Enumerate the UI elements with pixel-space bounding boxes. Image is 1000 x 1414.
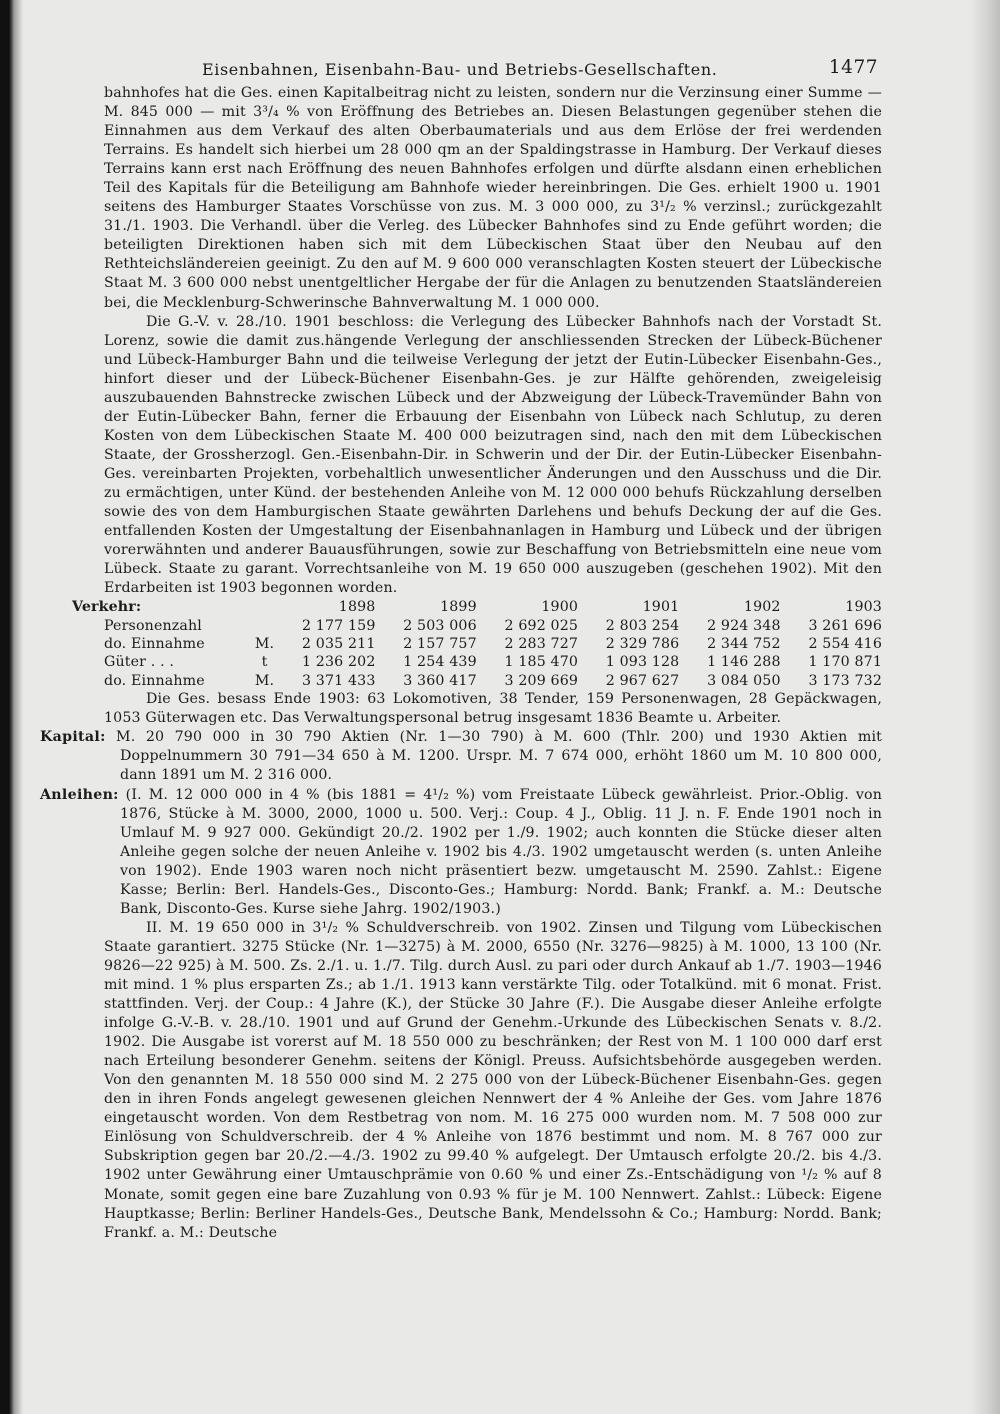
table-cell: 2 157 757 — [403, 636, 477, 653]
row-label: Personenzahl — [104, 617, 202, 634]
table-cell: 2 283 727 — [504, 636, 579, 653]
table-cell: 3 261 696 — [808, 617, 882, 634]
table-cell: 2 924 348 — [707, 617, 781, 634]
year-header: 1899 — [440, 599, 477, 616]
row-label: do. Einnahme — [104, 636, 205, 653]
table-cell: 2 692 025 — [504, 617, 579, 634]
table-cell: 2 035 211 — [301, 636, 376, 653]
year-header: 1902 — [743, 599, 781, 616]
scan-binding-edge — [0, 0, 24, 1414]
page-body — [40, 57, 882, 1243]
kapital-text: M. 20 790 000 in 30 790 Aktien (Nr. 1—30 790) à M. 600 (Thlr. 200) und 1930 Aktien mit Doppelnummern 30 791—34 650 à M. 1200. Urspr. M. 7 674 000, erhöht 1860 um M. 10 800 000, dann 1891 um M. 2 316 000. — [116, 729, 882, 784]
paragraph-bahnhof: bahnhofes hat die Ges. einen Kapitalbeitrag nicht zu leisten, sondern nur die Verzinsung einer Summe — M. 845 000 — mit 3³/₄ % von Eröffnung des Betriebes an. Diesen Belastungen gegenüber stehen die Einnahmen aus dem Verkauf des alten Oberbaumaterials und aus dem Erlöse der frei werdenden Terrains. Es handelt sich hierbei um 28 000 qm an der Spaldingstrasse in Hamburg. Der Verkauf dieses Terrains kann erst nach Eröffnung des neuen Bahnhofes erfolgen und dürfte alsdann einen erheblichen Teil des Kapitals für die Beteiligung am Bahnhofe wieder hereinbringen. Die Ges. erhielt 1900 u. 1901 seitens des Hamburger Staates Vorschüsse von zus. M. 3 000 000, zu 3¹/₂ % verzinsl.; zurückgezahlt 31./1. 1903. Die Verhandl. über die Verleg. des Lübecker Bahnhofes sind zu Ende geführt worden; die beteiligten Direktionen haben sich mit dem Lübeckischen Staat über den Neubau auf den Rethteichsländereien geeinigt. Zu den auf M. 9 600 000 veranschlagten Kosten steuert der Lübeckische Staat M. 3 600 000 nebst unentgeltlicher Hergabe der für die Anlagen zu benutzenden Staatsländereien bei, die Mecklenburg-Schwerinsche Bahnverwaltung M. 1 000 000. — [104, 85, 882, 311]
row-unit — [255, 617, 274, 635]
running-title: Eisenbahnen, Eisenbahn-Bau- und Betriebs-Gesellschaften. — [202, 60, 718, 79]
anleihen-text: (I. M. 12 000 000 in 4 % (bis 1881 = 4¹/₂ %) vom Freistaate Lübeck gewährleist. Prior.-Oblig. von 1876, Stücke à M. 3000, 2000, 1000 u. 500. Verj.: Coup. 4 J., Oblig. 11 J. n. F. Ende 1901 noch in Umlauf M. 9 927 000. Gekündigt 20./2. 1902 per 1./9. 1902; auch konnten die Stücke dieser alten Anleihe gegen solche der neuen Anleihe v. 1902 bis 4./3. 1902 umgetauscht werden (s. unten Anleihe von 1902). Ende 1903 waren noch nicht präsentiert bezw. umgetauscht M. 2590. Zahlst.: Eigene Kasse; Berlin: Berl. Handels-Ges., Disconto-Ges.; Hamburg: Nordd. Bank; Frankf. a. M.: Deutsche Bank, Disconto-Ges. Kurse siehe Jahrg. 1902/1903.) — [120, 786, 882, 917]
table-cell: 1 093 128 — [605, 654, 680, 671]
table-cell: 2 554 416 — [808, 636, 882, 653]
table-cell: 1 185 470 — [504, 654, 579, 671]
table-cell: 3 360 417 — [403, 672, 477, 689]
year-header: 1903 — [845, 599, 882, 616]
paragraph-anleihe-1902: II. M. 19 650 000 in 3¹/₂ % Schuldverschreib. von 1902. Zinsen und Tilgung vom Lübeckischen Staate garantiert. 3275 Stücke (Nr. 1—3275) à M. 2000, 6550 (Nr. 3276—9825) à M. 1000, 13 100 (Nr. 9826—22 925) à M. 500. Zs. 2./1. u. 1./7. Tilg. durch Ausl. zu pari oder durch Ankauf ab 1./7. 1903—1946 mit mind. 1 % plus ersparten Zs.; ab 1./1. 1913 kann verstärkte Tilg. oder Totalkünd. mit 6 monat. Frist. stattfinden. Verj. der Coup.: 4 Jahre (K.), der Stücke 30 Jahre (F.). Die Ausgabe dieser Anleihe erfolgte infolge G.-V.-B. v. 28./10. 1901 und auf Grund der Genehm.-Urkunde des Lübeckischen Senats v. 8./2. 1902. Die Ausgabe ist vorerst auf M. 18 550 000 zu beschränken; der Rest von M. 1 100 000 darf erst nach Erteilung besonderer Genehm. seitens der Königl. Preuss. Aufsichtsbehörde ausgegeben werden. Von den genannten M. 18 550 000 sind M. 2 275 000 von der Lübeck-Büchener Eisenbahn-Ges. gegen den in ihren Fonds angelegt gewesenen gleichen Nennwert der 4 % Anleihe der Ges. vom Jahre 1876 eingetauscht worden. Von dem Restbetrag von nom. M. 16 275 000 wurden nom. M. 7 508 000 zur Einlösung von Schuldverschreib. der 4 % Anleihe von 1876 bestimmt und nom. M. 8 767 000 zur Subskription gegen bar 20./2.—4./3. 1902 zu 99.40 % aufgelegt. Der Umtausch erfolgte 20./2. bis 4./3. 1902 unter Gewährung einer Umtauschprämie von 0.60 % und einer Zs.-Entschädigung von ¹/₂ % auf 8 Monate, somit gegen eine bare Zuzahlung von 0.93 % für je M. 100 Nennwert. Zahlst.: Lübeck: Eigene Hauptkasse; Berlin: Berliner Handels-Ges., Deutsche Bank, Mendelssohn & Co.; Hamburg: Nordd. Bank; Frankf. a. M.: Deutsche — [104, 919, 882, 1241]
table-row — [72, 672, 882, 690]
table-cell: 3 371 433 — [301, 672, 376, 689]
table-cell: 2 967 627 — [605, 672, 680, 689]
year-header: 1901 — [642, 599, 680, 616]
page-header — [104, 58, 882, 84]
traffic-table — [72, 598, 882, 690]
row-unit: t — [261, 654, 268, 671]
row-unit: M. — [254, 636, 275, 653]
table-cell: 1 254 439 — [403, 654, 477, 671]
table-row — [72, 635, 882, 653]
table-cell: 2 803 254 — [605, 617, 680, 634]
table-cell: 2 329 786 — [605, 636, 680, 653]
paragraph-fahrzeuge: Die Ges. besass Ende 1903: 63 Lokomotiven, 38 Tender, 159 Personenwagen, 28 Gepäckwagen, 1053 Güterwagen etc. Das Verwaltungspersonal betrug insgesamt 1836 Beamte u. Arbeiter. — [104, 691, 882, 727]
kapital-section — [40, 728, 882, 785]
table-row — [72, 653, 882, 671]
anleihen-section — [40, 786, 882, 919]
year-header: 1898 — [338, 599, 376, 616]
row-label: do. Einnahme — [104, 672, 205, 689]
table-cell: 2 503 006 — [403, 617, 477, 634]
table-row — [72, 617, 882, 635]
scan-right-shadow — [970, 0, 1000, 1414]
traffic-label: Verkehr: — [72, 599, 142, 616]
table-cell: 3 084 050 — [707, 672, 781, 689]
year-header: 1900 — [541, 599, 579, 616]
kapital-label: Kapital: — [40, 729, 106, 746]
anleihen-label: Anleihen: — [40, 786, 119, 803]
row-label: Güter . . . — [104, 654, 175, 671]
page-number: 1477 — [828, 57, 878, 78]
table-cell: 1 170 871 — [808, 654, 882, 671]
table-cell: 2 344 752 — [707, 636, 781, 653]
traffic-header-row — [72, 598, 882, 616]
table-cell: 2 177 159 — [301, 617, 376, 634]
row-unit: M. — [254, 672, 275, 689]
paragraph-gv-beschluss: Die G.-V. v. 28./10. 1901 beschloss: die Verlegung des Lübecker Bahnhofs nach der Vorstadt St. Lorenz, sowie die damit zus.hängende Verlegung der anschliessenden Strecken der Lübeck-Büchener und Lübeck-Hamburger Bahn und die teilweise Verlegung der jetzt der Eutin-Lübecker Eisenbahn-Ges., hinfort dieser und der Lübeck-Büchener Eisenbahn-Ges. je zur Hälfte gehörenden, zweigeleisig auszubauenden Bahnstrecke zwischen Lübeck und der Abzweigung der Lübeck-Travemünder Bahn von der Eutin-Lübecker Bahn, ferner die Erbauung der Eisenbahn von Lübeck nach Schlutup, zu deren Kosten von dem Lübeckischen Staate M. 400 000 beizutragen sind, nach den mit dem Lübeckischen Staate, der Grossherzogl. Gen.-Eisenbahn-Dir. in Schwerin und der Dir. der Eutin-Lübecker Eisenbahn-Ges. vereinbarten Projekten, vorbehaltlich unwesentlicher Änderungen und den Ausschuss und die Dir. zu ermächtigen, unter Künd. der bestehenden Anleihe von M. 12 000 000 behufs Rückzahlung derselben sowie des von dem Hamburgischen Staate gewährten Darlehens und behufs Deckung der auf die Ges. entfallenden Kosten der Umgestaltung der Eisenbahnanlagen in Hamburg und Lübeck und der übrigen vorerwähnten und anderer Bauausführungen, sowie zur Beschaffung von Betriebsmitteln eine neue vom Lübeck. Staate zu garant. Vorrechtsanleihe von M. 19 650 000 auszugeben (geschehen 1902). Mit den Erdarbeiten ist 1903 begonnen worden. — [104, 313, 882, 597]
table-cell: 1 236 202 — [301, 654, 376, 671]
table-cell: 1 146 288 — [707, 654, 781, 671]
table-cell: 3 209 669 — [504, 672, 579, 689]
table-cell: 3 173 732 — [808, 672, 882, 689]
